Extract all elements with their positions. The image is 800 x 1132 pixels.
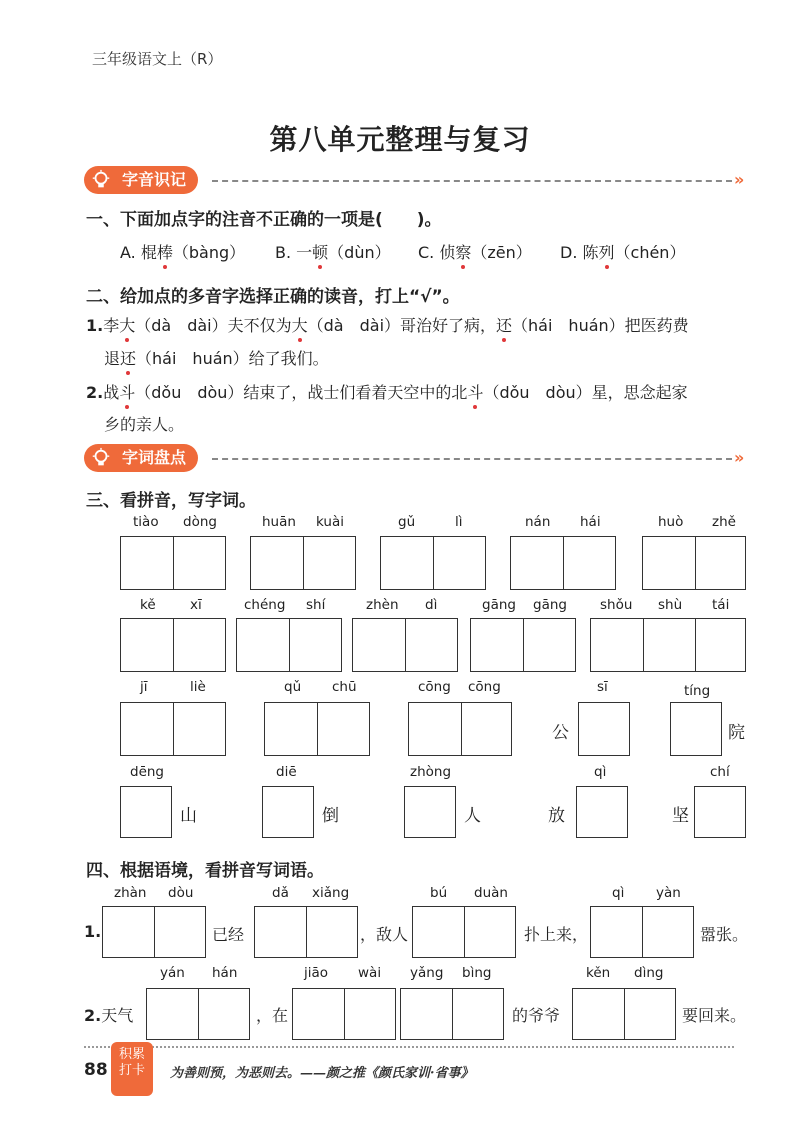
pinyin: cōng (418, 679, 451, 695)
sentence-text: 嚣张。 (700, 925, 749, 944)
writing-box-3[interactable] (590, 618, 746, 672)
writing-box-1[interactable] (120, 786, 172, 838)
writing-box-2[interactable] (236, 618, 342, 672)
pinyin: xiǎng (312, 885, 350, 901)
sentence-text: ，敌人 (360, 925, 409, 944)
pinyin: tái (712, 597, 730, 613)
pinyin: chū (332, 679, 357, 695)
pinyin: diē (276, 764, 297, 780)
pinyin: qì (594, 764, 607, 780)
sentence-text: ，在 (256, 1006, 289, 1025)
writing-box-2[interactable] (120, 702, 226, 756)
writing-box-2[interactable] (590, 906, 694, 958)
pinyin: shǒu (600, 597, 633, 613)
section-label: 字音识记 (122, 170, 187, 189)
option-c[interactable]: C. 侦察（zēn） (418, 240, 532, 263)
sentence-text: 扑上来， (524, 925, 589, 944)
writing-box-2[interactable] (120, 618, 226, 672)
writing-box-2[interactable] (250, 536, 356, 590)
writing-box-2[interactable] (102, 906, 206, 958)
pinyin: yàn (656, 885, 681, 901)
pinyin: zhàn (114, 885, 147, 901)
writing-box-1[interactable] (262, 786, 314, 838)
pinyin: hái (580, 514, 601, 530)
pinyin: duàn (474, 885, 508, 901)
book-label: 三年级语文上（R） (92, 50, 223, 68)
pinyin: liè (190, 679, 206, 695)
question-2-item-1-line-2: 退还（hái huán）给了我们。 (104, 346, 329, 369)
writing-box-2[interactable] (572, 988, 676, 1040)
question-2-item-2-line-2: 乡的亲人。 (104, 415, 185, 434)
pinyin: huò (658, 514, 684, 530)
pinyin: sī (597, 679, 608, 695)
sentence-text: 的爷爷 (512, 1006, 561, 1025)
pinyin: nán (525, 514, 551, 530)
pinyin: tiào (133, 514, 159, 530)
badge-line-2: 打卡 (118, 1063, 145, 1078)
question-2-heading: 二、给加点的多音字选择正确的读音，打上“√”。 (86, 287, 460, 307)
lightbulb-icon (90, 169, 112, 191)
sentence-2-lead: 2.天气 (84, 1006, 134, 1025)
option-b[interactable]: B. 一顿（dùn） (275, 240, 391, 263)
option-d[interactable]: D. 陈列（chén） (560, 240, 685, 263)
writing-box-2[interactable] (412, 906, 516, 958)
pinyin: tíng (684, 683, 711, 699)
given-char: 山 (180, 806, 197, 826)
question-4-heading: 四、根据语境，看拼音写词语。 (86, 861, 324, 881)
pinyin: dìng (634, 965, 664, 981)
writing-box-2[interactable] (352, 618, 458, 672)
writing-box-2[interactable] (400, 988, 504, 1040)
writing-box-2[interactable] (146, 988, 250, 1040)
pinyin: hán (212, 965, 238, 981)
writing-box-2[interactable] (264, 702, 370, 756)
pinyin: huān (262, 514, 296, 530)
pinyin: jiāo (304, 965, 329, 981)
pinyin: zhòng (410, 764, 452, 780)
pinyin: qì (612, 885, 625, 901)
writing-box-1[interactable] (576, 786, 628, 838)
pinyin: zhě (712, 514, 736, 530)
pinyin: zhèn (366, 597, 399, 613)
pinyin: cōng (468, 679, 501, 695)
pinyin: gāng (482, 597, 516, 613)
pinyin: shí (306, 597, 326, 613)
given-char: 倒 (322, 806, 339, 826)
given-char: 人 (464, 806, 481, 826)
pinyin: dì (425, 597, 438, 613)
pinyin: yán (160, 965, 185, 981)
writing-box-2[interactable] (642, 536, 746, 590)
pinyin: xī (190, 597, 202, 613)
writing-box-1[interactable] (404, 786, 456, 838)
chevron-right-icon: » (734, 448, 745, 467)
question-1-heading: 一、下面加点字的注音不正确的一项是( )。 (86, 210, 442, 230)
page-number: 88 (84, 1060, 108, 1080)
pinyin: kěn (586, 965, 611, 981)
footer-quote: 为善则预，为恶则去。——颜之推《颜氏家训·省事》 (170, 1066, 474, 1081)
pinyin: bú (430, 885, 448, 901)
chevron-right-icon: » (734, 170, 745, 189)
pinyin: dǎ (272, 885, 289, 901)
writing-box-1[interactable] (694, 786, 746, 838)
page-title: 第八单元整理与复习 (269, 123, 531, 156)
lightbulb-icon (90, 447, 112, 469)
given-char: 公 (552, 723, 569, 743)
pinyin: gāng (533, 597, 567, 613)
question-3-heading: 三、看拼音，写字词。 (86, 491, 256, 511)
sentence-text: 要回来。 (682, 1006, 747, 1025)
pinyin: bìng (462, 965, 492, 981)
question-2-item-1-line-1: 1.李大（dà dài）夫不仅为大（dà dài）哥治好了病，还（hái huán）把医药费 (86, 313, 689, 336)
pinyin: dòng (183, 514, 217, 530)
pinyin: qǔ (284, 679, 302, 695)
sentence-text: 已经 (212, 925, 245, 944)
section-divider (212, 458, 732, 460)
pinyin: yǎng (410, 965, 444, 981)
accumulate-badge (111, 1042, 153, 1096)
pinyin: shù (658, 597, 683, 613)
writing-box-2[interactable] (380, 536, 486, 590)
writing-box-2[interactable] (292, 988, 396, 1040)
option-a[interactable]: A. 棍棒（bàng） (120, 240, 245, 263)
writing-box-2[interactable] (408, 702, 512, 756)
pinyin: kuài (316, 514, 344, 530)
pinyin: kě (140, 597, 156, 613)
given-char: 院 (728, 723, 745, 743)
pinyin: dòu (168, 885, 194, 901)
writing-box-2[interactable] (254, 906, 358, 958)
section-tag-vocabulary (84, 444, 198, 472)
writing-box-1[interactable] (670, 702, 722, 756)
pinyin: gǔ (398, 514, 416, 530)
question-2-item-2-line-1: 2.战斗（dǒu dòu）结束了，战士们看着天空中的北斗（dǒu dòu）星，思念起家 (86, 380, 688, 403)
sentence-number: 1. (84, 922, 102, 941)
pinyin: jī (140, 679, 148, 695)
section-tag-pronunciation (84, 166, 198, 194)
section-divider (212, 180, 732, 182)
pinyin: chí (710, 764, 730, 780)
footer-divider (84, 1046, 734, 1048)
writing-box-2[interactable] (470, 618, 576, 672)
given-char: 坚 (672, 806, 689, 826)
writing-box-2[interactable] (510, 536, 616, 590)
pinyin: lì (455, 514, 463, 530)
pinyin: dēng (130, 764, 165, 780)
given-char: 放 (548, 806, 565, 826)
writing-box-2[interactable] (120, 536, 226, 590)
pinyin: wài (358, 965, 382, 981)
writing-box-1[interactable] (578, 702, 630, 756)
badge-line-1: 积累 (118, 1047, 145, 1062)
section-label: 字词盘点 (122, 448, 187, 467)
pinyin: chéng (244, 597, 286, 613)
